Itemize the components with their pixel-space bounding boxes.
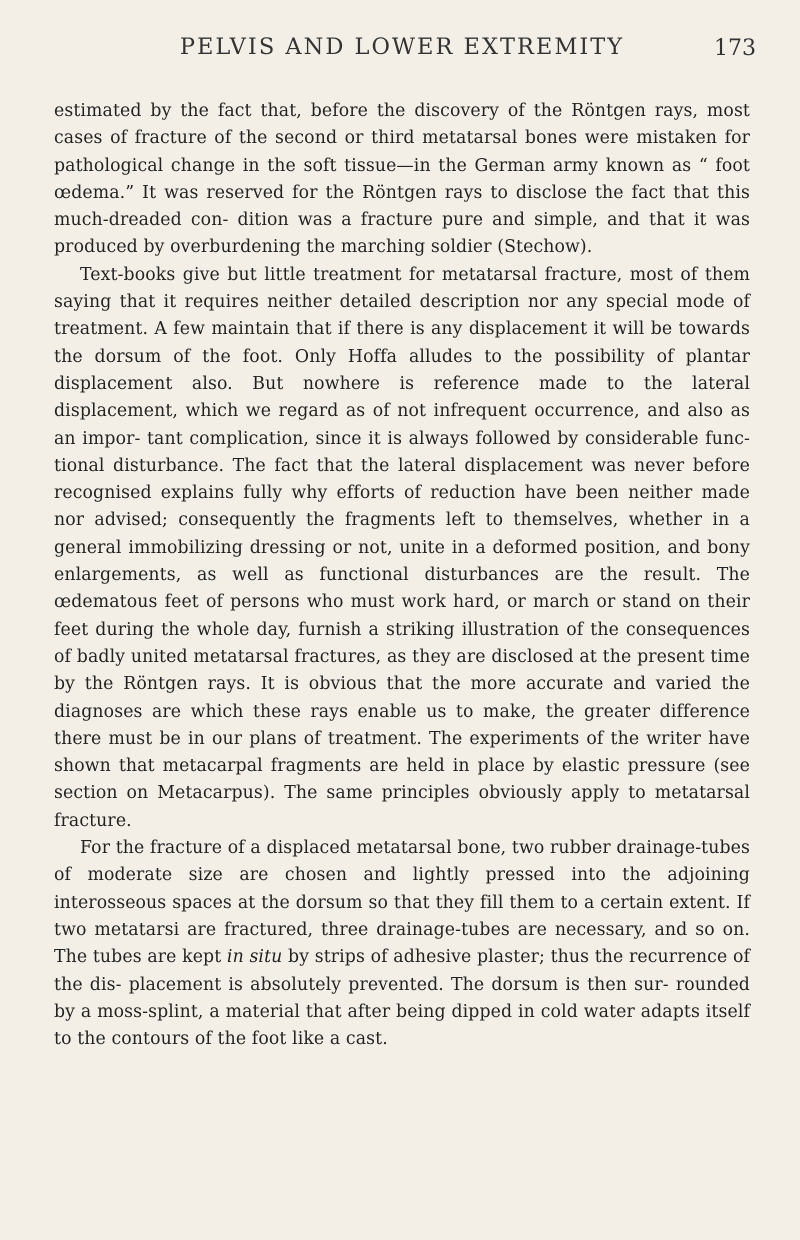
paragraph-1: estimated by the fact that, before the discovery of the Röntgen rays, most cases of fracture of the second or third metatarsal bones were mistaken for pathological change in the soft tissue—in the German army known as “ foot œdema.” It was reserved for the Röntgen rays to disclose the fact that this much-dreaded con- dition was a fracture pure and simple, and that it was produced by overburdening the marching soldier (Stechow).	[54, 101, 750, 258]
running-head	[54, 14, 756, 61]
book-page	[54, 14, 756, 1053]
paragraph-3-part-2: by strips of adhesive plaster; thus the recurrence of the dis- placement is absolutely prevented. The dorsum is then sur- rounded by a moss-splint, a material that after being dipped in cold water adapts itself to the contours of the foot like a cast.	[54, 947, 750, 1050]
paragraph-3-part-1: For the fracture of a displaced metatarsal bone, two rubber drainage-tubes of moderate size are chosen and lightly pressed into the adjoining interosseous spaces at the dorsum so that they fill them to a certain extent. If two metatarsi are fractured, three drainage-tubes are necessary, and so on. The tubes are kept	[54, 838, 750, 968]
page-number: 173	[714, 36, 756, 61]
paragraph-3	[54, 835, 750, 1053]
paragraph-2: Text-books give but little treatment for metatarsal fracture, most of them saying that it requires neither detailed description nor any special mode of treatment. A few maintain that if there is any displacement it will be towards the dorsum of the foot. Only Hoffa alludes to the possibility of plantar displacement also. But nowhere is reference made to the lateral displacement, which we regard as of not infrequent occurrence, and also as an impor- tant complication, since it is always followed by considerable func- tional disturbance. The fact that the lateral displacement was never before recognised explains fully why efforts of reduction have been neither made nor advised; consequently the fragments left to themselves, whether in a general immobilizing dressing or not, unite in a deformed position, and bony enlargements, as well as functional disturbances are the result. The œdematous feet of persons who must work hard, or march or stand on their feet during the whole day, furnish a striking illustration of the consequences of badly united metatarsal fractures, as they are disclosed at the present time by the Röntgen rays. It is obvious that the more accurate and varied the diagnoses are which these rays enable us to make, the greater difference there must be in our plans of treatment. The experiments of the writer have shown that metacarpal fragments are held in place by elastic pressure (see section on Metacarpus). The same principles obviously apply to metatarsal fracture.	[54, 264, 750, 831]
chapter-title: PELVIS AND LOWER EXTREMITY	[179, 34, 625, 60]
italic-phrase: in situ	[226, 947, 283, 968]
body-text	[54, 98, 750, 1053]
